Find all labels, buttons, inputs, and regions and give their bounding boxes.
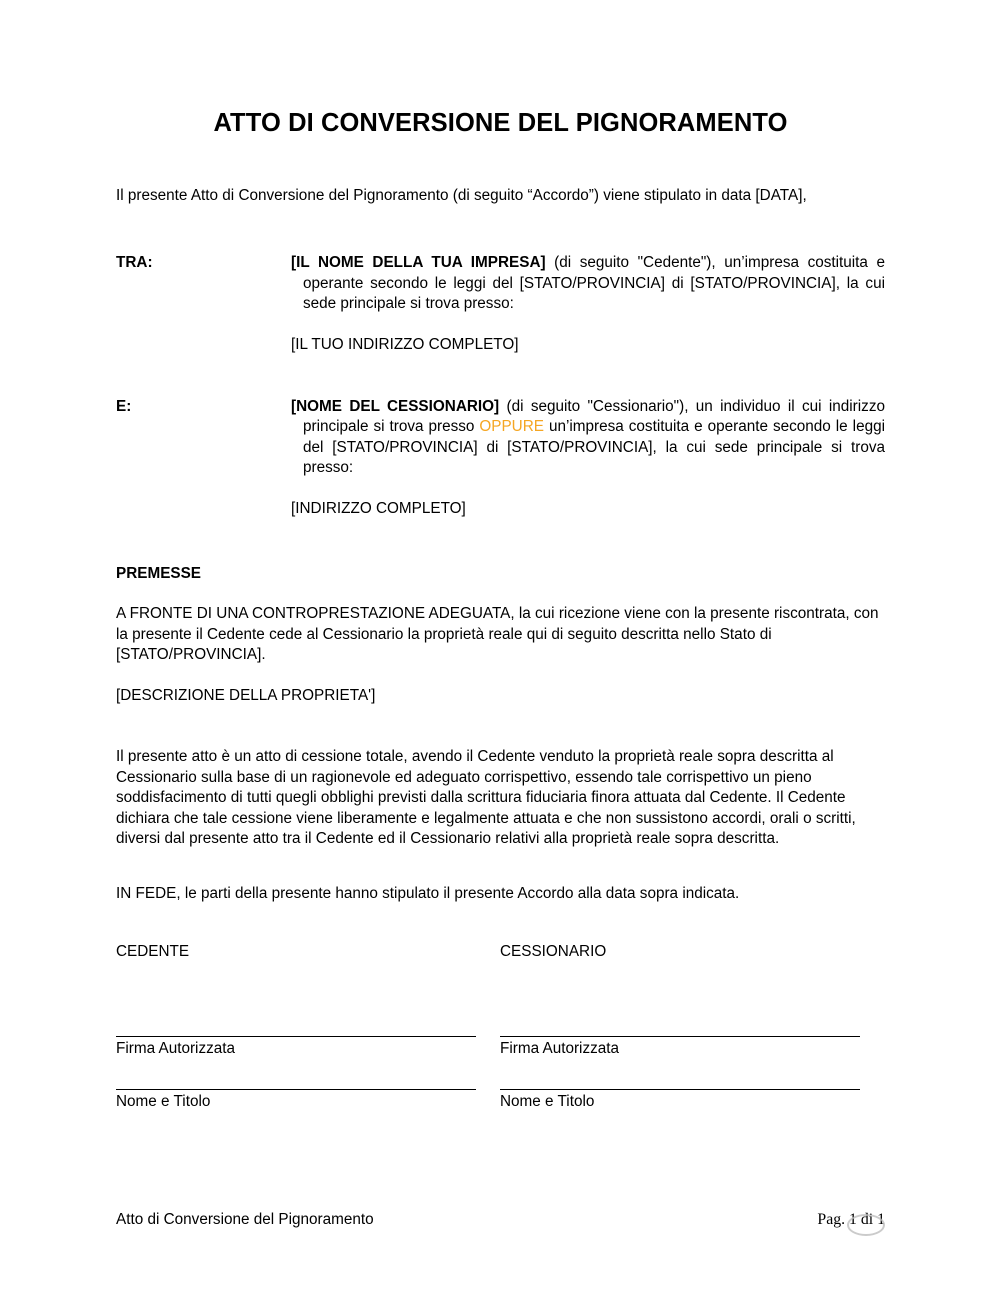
document-content bbox=[116, 0, 885, 1113]
party-between-text bbox=[291, 253, 885, 315]
name-title-cell-right bbox=[500, 1089, 884, 1113]
page-title: ATTO DI CONVERSIONE DEL PIGNORAMENTO bbox=[213, 109, 788, 137]
property-description-placeholder: [DESCRIZIONE DELLA PROPRIETA'] bbox=[116, 686, 376, 704]
page-footer bbox=[116, 1210, 885, 1230]
party-label-and: E: bbox=[116, 397, 132, 415]
party-and-description-before: (di seguito "Cessionario"), un individuo il cui indirizzo principale si trova presso bbox=[303, 397, 885, 436]
signature-caption-right: Firma Autorizzata bbox=[500, 1039, 620, 1057]
name-title-line-row bbox=[116, 1089, 885, 1113]
party-body-between bbox=[291, 253, 885, 356]
or-highlight: OPPURE bbox=[479, 418, 544, 436]
party-row-and bbox=[116, 397, 885, 520]
signature-caption-left: Firma Autorizzata bbox=[116, 1039, 236, 1057]
party-between-name: [IL NOME DELLA TUA IMPRESA] bbox=[291, 254, 546, 272]
in-witness-paragraph: IN FEDE, le parti della presente hanno stipulato il presente Accordo alla data sopra indicata. bbox=[116, 884, 740, 902]
party-label-between: TRA: bbox=[116, 254, 153, 272]
signature-line-row bbox=[116, 1036, 885, 1060]
footer-page-number: Pag. 1 di 1 bbox=[817, 1211, 885, 1228]
party-and-text bbox=[291, 397, 885, 479]
signature-cell-right bbox=[500, 1036, 884, 1060]
name-title-cell-left bbox=[116, 1089, 500, 1113]
party-and-address: [INDIRIZZO COMPLETO] bbox=[291, 500, 466, 518]
signature-column-left bbox=[116, 942, 500, 963]
party-between-description: (di seguito "Cedente"), un’impresa costituita e operante secondo le leggi del [STATO/PROVINCIA] di [STATO/PROVINCIA], la cui sede principale si trova presso: bbox=[303, 254, 885, 313]
party-between-address: [IL TUO INDIRIZZO COMPLETO] bbox=[291, 336, 519, 354]
signature-cell-left bbox=[116, 1036, 500, 1060]
corner-watermark-icon bbox=[847, 1214, 885, 1236]
signature-party-headers bbox=[116, 942, 885, 963]
party-row-between bbox=[116, 253, 885, 356]
footer-document-name: Atto di Conversione del Pignoramento bbox=[116, 1211, 374, 1228]
name-title-caption-right: Nome e Titolo bbox=[500, 1093, 595, 1111]
party-and-name: [NOME DEL CESSIONARIO] bbox=[291, 397, 500, 415]
recitals-paragraph: A FRONTE DI UNA CONTROPRESTAZIONE ADEGUATA, la cui ricezione viene con la presente riscontrata, con la presente il Cedente cede al Cessionario la proprietà reale qui di seguito descritta nello Stato di [STATO/PROVINCIA]. bbox=[116, 605, 879, 664]
name-title-caption-left: Nome e Titolo bbox=[116, 1093, 211, 1111]
recitals-heading: PREMESSE bbox=[116, 564, 202, 582]
body-paragraph: Il presente atto è un atto di cessione totale, avendo il Cedente venduto la proprietà reale sopra descritta al Cessionario sulla base di un ragionevole ed adeguato corrispettivo, essendo tale corrispettivo un pieno soddisfacimento di tutti quegli obblighi previsti dalla scrittura fiduciaria finora attuata dal Cedente. Il Cedente dichiara che tale cessione viene liberamente e legalmente attuata e che non sussistono accordi, orali o scritti, diversi dal presente atto tra il Cedente ed il Cessionario relativi alla proprietà reale sopra descritta. bbox=[116, 748, 856, 848]
party-body-and bbox=[291, 397, 885, 520]
signature-left-party-label: CEDENTE bbox=[116, 943, 190, 961]
intro-paragraph: Il presente Atto di Conversione del Pignoramento (di seguito “Accordo”) viene stipulato in data [DATA], bbox=[116, 186, 807, 204]
signature-column-right bbox=[500, 942, 884, 963]
party-and-description-after: un’impresa costituita e operante secondo le leggi del [STATO/PROVINCIA] di [STATO/PROVINCIA], la cui sede principale si trova presso: bbox=[303, 418, 885, 477]
signature-right-party-label: CESSIONARIO bbox=[500, 943, 607, 961]
